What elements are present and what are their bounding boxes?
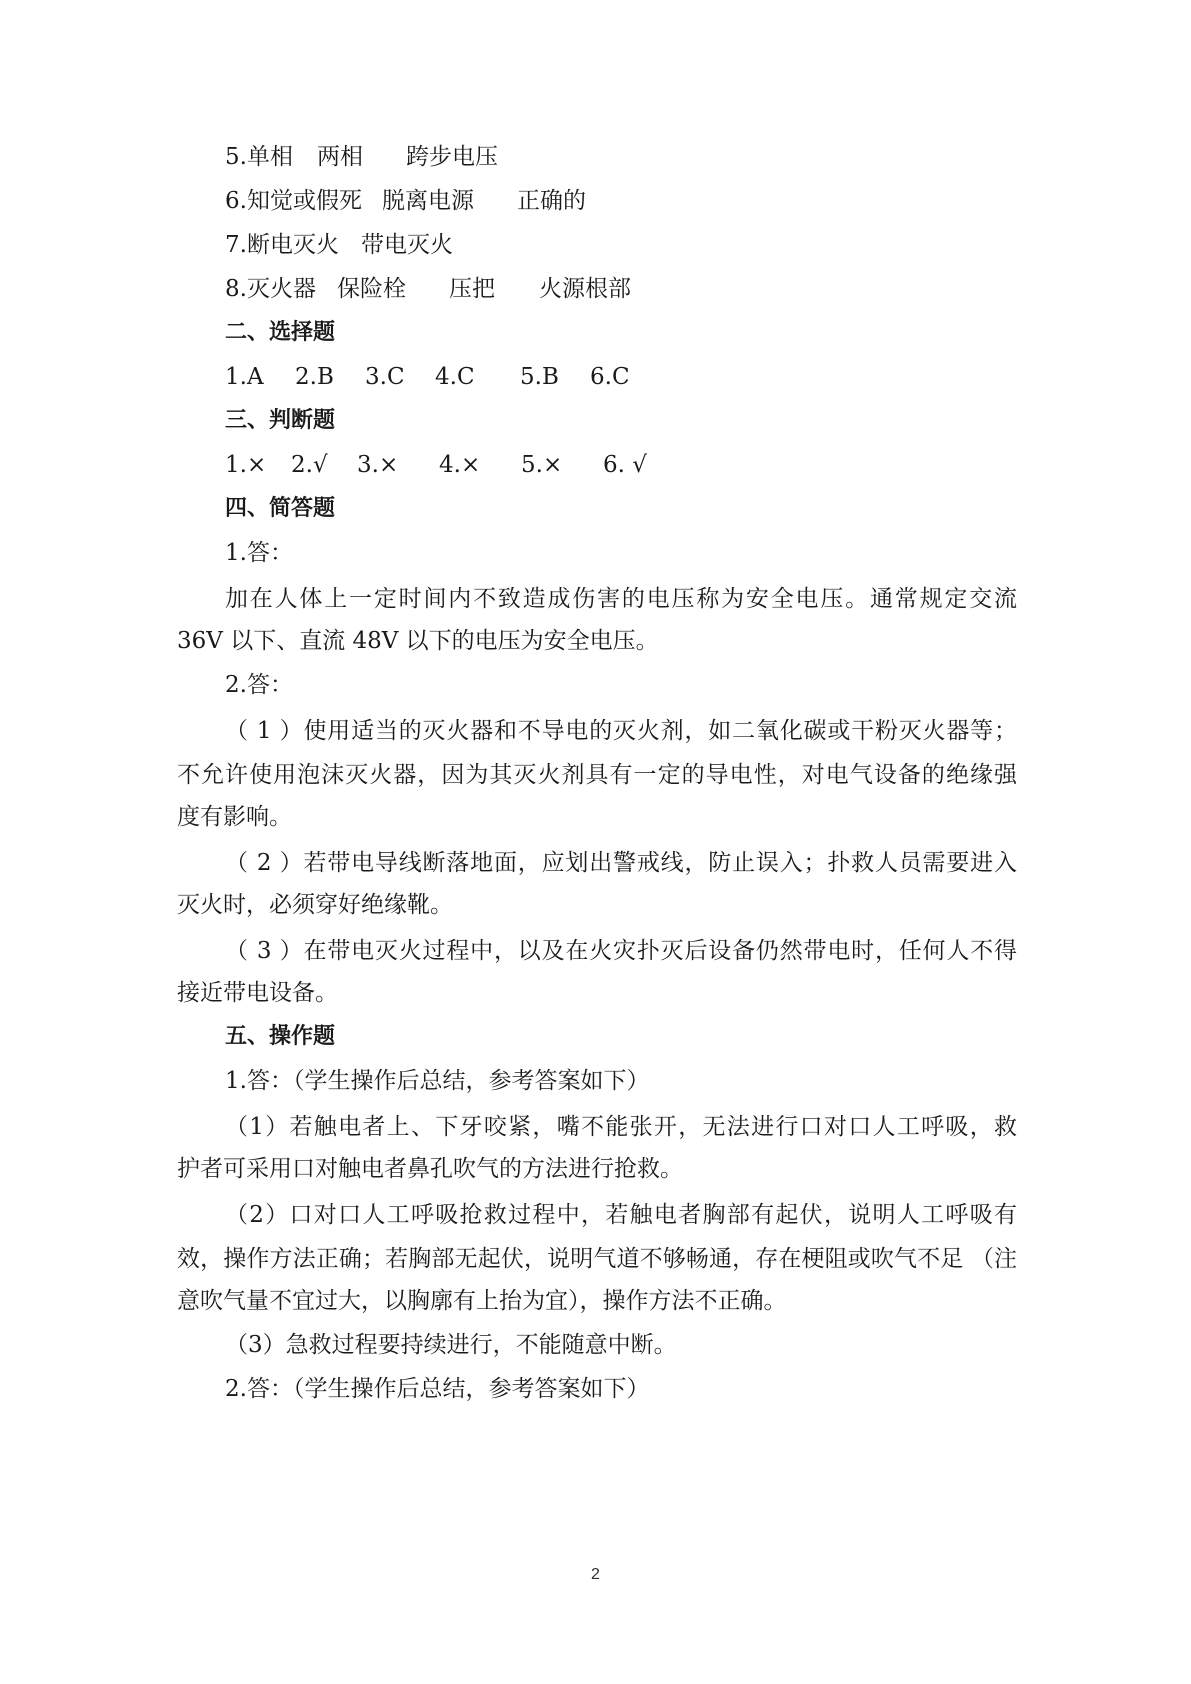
paragraph-line: 度有影响。 <box>177 804 292 830</box>
answer-item: 火源根部 <box>539 276 631 302</box>
answer-item: 5.× <box>521 452 563 478</box>
answer-item: 3.C <box>365 364 405 390</box>
answer-item: 脱离电源 <box>382 188 474 214</box>
answer-label: 2.答： <box>225 672 293 698</box>
paragraph-line: （ 2 ）若带电导线断落地面，应划出警戒线，防止误入；扑救人员需要进入 <box>225 850 1017 876</box>
section-heading: 四、简答题 <box>225 496 336 521</box>
answer-item: 2.B <box>295 364 334 390</box>
paragraph-line: 灭火时，必须穿好绝缘靴。 <box>177 892 453 918</box>
answer-label: 2.答：（学生操作后总结，参考答案如下） <box>225 1376 650 1402</box>
paragraph-line: 意吹气量不宜过大，以胸廓有上抬为宜），操作方法不正确。 <box>177 1288 787 1314</box>
section-heading: 二、选择题 <box>225 320 336 345</box>
page-number: 2 <box>591 1566 600 1583</box>
answer-label: 1.答： <box>225 540 293 566</box>
answer-item: 1.A <box>225 364 264 390</box>
answer-item: 6.知觉或假死 <box>225 188 362 214</box>
answer-item: 正确的 <box>517 188 586 214</box>
answer-item: 带电灭火 <box>361 232 453 258</box>
answer-item: 2.√ <box>291 452 328 478</box>
paragraph-line: 不允许使用泡沫灭火器，因为其灭火剂具有一定的导电性，对电气设备的绝缘强 <box>177 762 1017 788</box>
paragraph-line: 效，操作方法正确；若胸部无起伏，说明气道不够畅通，存在梗阻或吹气不足 （注 <box>177 1246 1017 1272</box>
paragraph-line: 接近带电设备。 <box>177 980 338 1006</box>
paragraph-line: （1）若触电者上、下牙咬紧，嘴不能张开，无法进行口对口人工呼吸，救 <box>225 1114 1017 1140</box>
answer-item: 保险栓 <box>337 276 406 302</box>
paragraph-line: 护者可采用口对触电者鼻孔吹气的方法进行抢救。 <box>177 1156 683 1182</box>
paragraph-line: （3）急救过程要持续进行，不能随意中断。 <box>225 1332 677 1358</box>
answer-item: 跨步电压 <box>406 144 498 170</box>
paragraph-line: 加在人体上一定时间内不致造成伤害的电压称为安全电压。通常规定交流 <box>225 586 1017 612</box>
answer-item: 7.断电灭火 <box>225 232 339 258</box>
answer-item: 5.B <box>520 364 559 390</box>
section-heading: 三、判断题 <box>225 408 336 433</box>
answer-item: 压把 <box>449 276 495 302</box>
paragraph-line: 36V 以下、直流 48V 以下的电压为安全电压。 <box>177 628 659 654</box>
answer-label: 1.答：（学生操作后总结，参考答案如下） <box>225 1068 650 1094</box>
paragraph-line: （ 1 ）使用适当的灭火器和不导电的灭火剂，如二氧化碳或干粉灭火器等； <box>225 718 1017 744</box>
answer-item: 4.× <box>439 452 481 478</box>
answer-item: 3.× <box>357 452 399 478</box>
answer-item: 5.单相 <box>225 144 293 170</box>
section-heading: 五、操作题 <box>225 1024 336 1049</box>
answer-item: 两相 <box>317 144 363 170</box>
answer-item: 6. √ <box>603 452 647 478</box>
answer-item: 1.× <box>225 452 267 478</box>
paragraph-line: （2）口对口人工呼吸抢救过程中，若触电者胸部有起伏，说明人工呼吸有 <box>225 1202 1017 1228</box>
answer-item: 8.灭火器 <box>225 276 316 302</box>
answer-item: 6.C <box>590 364 630 390</box>
answer-item: 4.C <box>435 364 475 390</box>
paragraph-line: （ 3 ）在带电灭火过程中，以及在火灾扑灭后设备仍然带电时，任何人不得 <box>225 938 1017 964</box>
